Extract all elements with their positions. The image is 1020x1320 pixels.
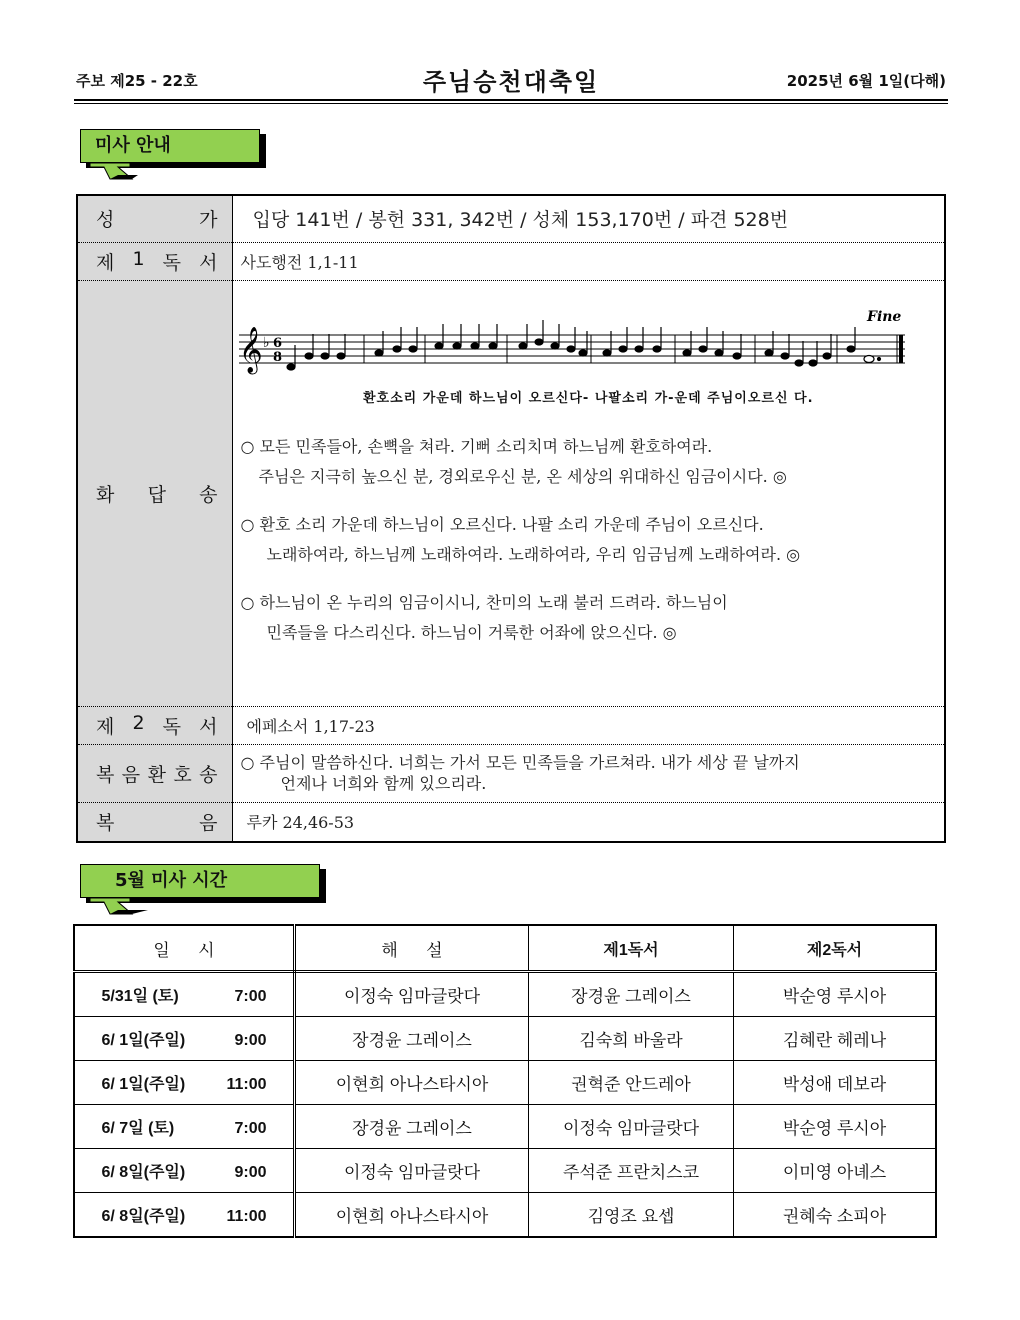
cell-reading1: 주석준 프란치스코: [529, 1149, 734, 1193]
svg-text:6: 6: [272, 335, 282, 351]
schedule-label: [80, 864, 340, 916]
psalm-music-staff: [239, 301, 919, 381]
arrow-down-icon: [90, 898, 240, 916]
header-rule: [74, 99, 948, 101]
cell-datetime: 6/ 7일 (토) 7:00: [74, 1105, 295, 1149]
row-second-reading: [77, 706, 945, 744]
cell-commentary: 이정숙 임마글랏다: [295, 1149, 529, 1193]
table-row: [74, 972, 936, 1017]
cell-reading1: 김숙희 바울라: [529, 1017, 734, 1061]
gospel-ref: 루카 24,46-53: [246, 813, 355, 833]
table-row: [74, 1017, 936, 1061]
second-reading-ref: 에페소서 1,17-23: [232, 706, 945, 744]
stanza-3: ○ 하느님이 온 누리의 임금이시니, 찬미의 노래 불러 드려라. 하느님이 민족들을 다스리신다. 하느님이 거룩한 어좌에 앉으신다. ◎: [240, 592, 728, 642]
cell-commentary: 장경윤 그레이스: [295, 1017, 529, 1061]
key-gospel-acclamation: 복 음 환 호 송: [77, 744, 232, 802]
row-gospel-acclamation: [77, 744, 945, 802]
key-gospel: 복 음: [77, 802, 232, 842]
cell-reading2: 박성애 데보라: [734, 1061, 937, 1105]
cell-reading1: 장경윤 그레이스: [529, 972, 734, 1017]
header-rule-thin: [74, 103, 948, 104]
fine-mark: Fine: [866, 308, 901, 325]
svg-text:𝄞: 𝄞: [238, 326, 263, 373]
mass-guide-table: [76, 194, 946, 843]
key-hymns: 성 가: [77, 195, 232, 242]
table-row: [74, 1149, 936, 1193]
col-reading1: 제1독서: [529, 925, 734, 972]
cell-commentary: 이정숙 임마글랏다: [295, 972, 529, 1017]
psalm-content: [232, 280, 945, 706]
cell-datetime: 6/ 8일(주일) 9:00: [74, 1149, 295, 1193]
cell-commentary: 이현희 아나스타시아: [295, 1061, 529, 1105]
col-reading2: 제2독서: [734, 925, 937, 972]
row-first-reading: [77, 242, 945, 280]
hymn-numbers: 입당 141번 / 봉헌 331, 342번 / 성체 153,170번 / 파견 528번: [232, 195, 945, 242]
cell-reading2: 김혜란 헤레나: [734, 1017, 937, 1061]
table-row: [74, 1105, 936, 1149]
cell-commentary: 장경윤 그레이스: [295, 1105, 529, 1149]
svg-text:8: 8: [272, 349, 282, 365]
cell-datetime: 6/ 8일(주일) 11:00: [74, 1193, 295, 1238]
svg-text:♭: ♭: [262, 334, 270, 351]
cell-reading1: 이정숙 임마글랏다: [529, 1105, 734, 1149]
issue-number: 주보 제25 - 22호: [76, 72, 198, 90]
table-row: [74, 1193, 936, 1238]
table-row: [74, 1061, 936, 1105]
cell-reading2: 박순영 루시아: [734, 972, 937, 1017]
cell-reading2: 권혜숙 소피아: [734, 1193, 937, 1238]
row-psalm: [77, 280, 945, 706]
cell-reading1: 권혁준 안드레아: [529, 1061, 734, 1105]
cell-reading2: 이미영 아녜스: [734, 1149, 937, 1193]
key-second-reading: 제 2 독 서: [77, 706, 232, 744]
key-psalm: 화 답 송: [77, 280, 232, 706]
gospel-acclamation-text: ○ 주님이 말씀하신다. 너희는 가서 모든 민족들을 가르쳐라. 내가 세상 끝 날까지 언제나 너희와 함께 있으리라.: [232, 744, 945, 802]
row-hymns: [77, 195, 945, 242]
key-first-reading: 제 1 독 서: [77, 242, 232, 280]
stanza-2: ○ 환호 소리 가운데 하느님이 오르신다. 나팔 소리 가운데 주님이 오르신다. 노래하여라, 하느님께 노래하여라. 노래하여라, 우리 임금님께 노래하여라. ◎: [240, 514, 801, 564]
cell-commentary: 이현희 아나스타시아: [295, 1193, 529, 1238]
mass-guide-label: [80, 129, 270, 181]
psalm-lyric: 환호소리 가운데 하느님이 오르신다- 나팔소리 가-운데 주님이오르신 다.: [362, 390, 814, 406]
cell-datetime: 6/ 1일(주일) 9:00: [74, 1017, 295, 1061]
schedule-label-text: 5월 미사 시간: [80, 864, 320, 898]
schedule-header-row: [74, 925, 936, 972]
stanza-1: ○ 모든 민족들아, 손뼉을 쳐라. 기뻐 소리치며 하느님께 환호하여라. 주님은 지극히 높으신 분, 경외로우신 분, 온 세상의 위대하신 임금이시다. ◎: [240, 436, 787, 486]
col-datetime: 일 시: [74, 925, 295, 972]
arrow-down-icon: [90, 163, 210, 181]
cell-reading1: 김영조 요셉: [529, 1193, 734, 1238]
col-commentary: 해 설: [295, 925, 529, 972]
row-gospel: [77, 802, 945, 842]
psalm-stanzas: [233, 432, 945, 648]
cell-datetime: 6/ 1일(주일) 11:00: [74, 1061, 295, 1105]
page-title: 주님승천대축일: [422, 68, 600, 96]
bulletin-header: [76, 62, 946, 98]
first-reading-ref: 사도행전 1,1-11: [232, 242, 945, 280]
mass-guide-label-text: 미사 안내: [80, 129, 260, 163]
cell-datetime: 5/31일 (토) 7:00: [74, 972, 295, 1017]
mass-schedule-table: [73, 924, 937, 1238]
bulletin-date: 2025년 6월 1일(다해): [786, 72, 946, 90]
cell-reading2: 박순영 루시아: [734, 1105, 937, 1149]
